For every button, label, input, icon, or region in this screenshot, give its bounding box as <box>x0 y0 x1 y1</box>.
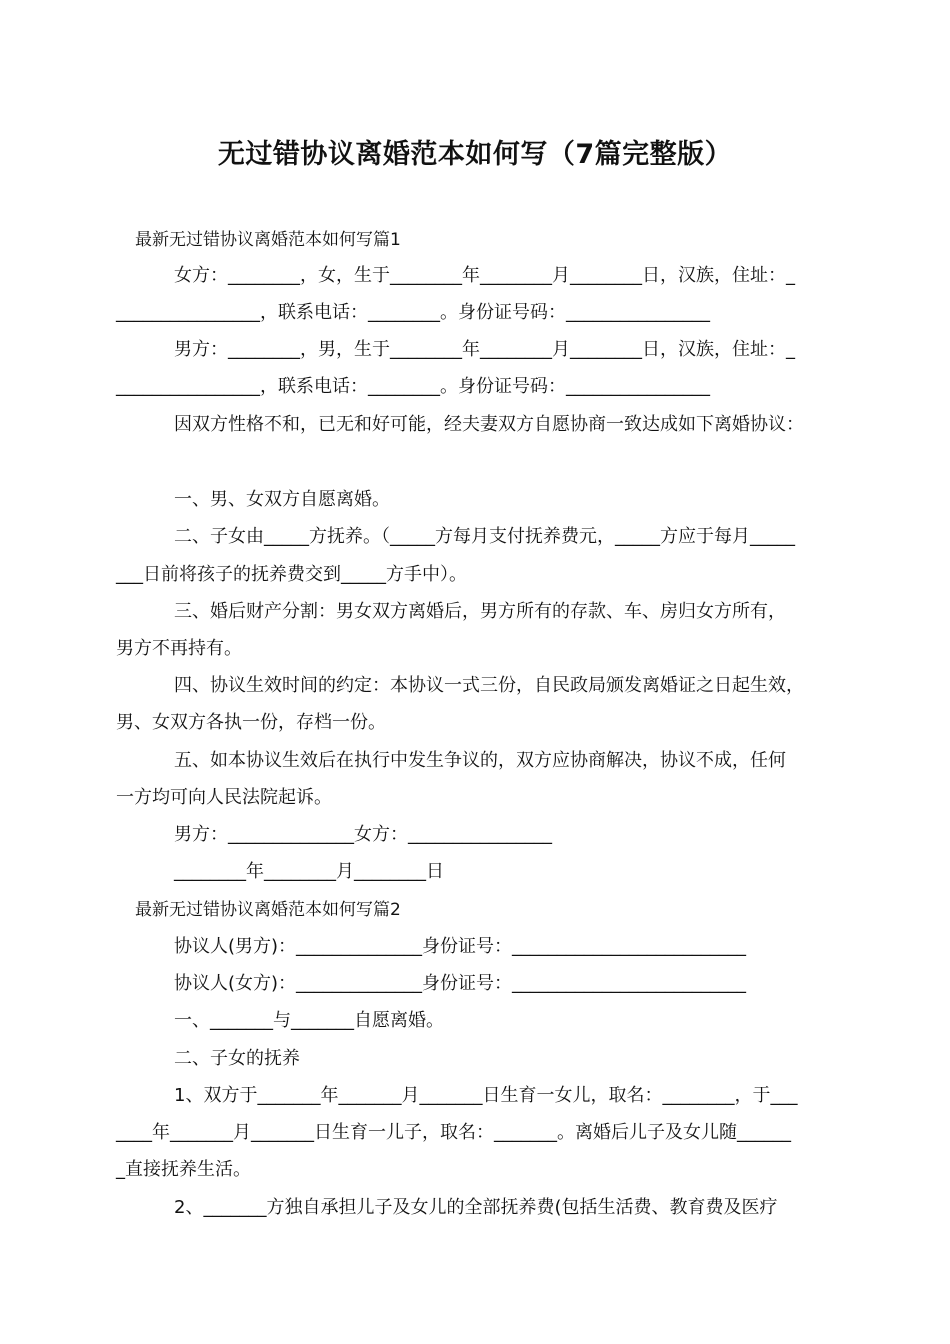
clause-2-line-2: ___日前将孩子的抚养费交到_____方手中）。 <box>116 564 467 585</box>
child-subclause-1-line-2: ____年_______月_______日生育一儿子，取名：_______。离婚后儿子及女儿随______ <box>116 1122 791 1143</box>
party-male-line: 协议人(男方)：______________身份证号：__________________________ <box>174 936 747 957</box>
section-2-clause-2: 二、子女的抚养 <box>174 1048 300 1069</box>
section-2-heading: 最新无过错协议离婚范本如何写篇2 <box>135 900 401 920</box>
clause-5-line-2: 一方均可向人民法院起诉。 <box>116 787 332 808</box>
document-title: 无过错协议离婚范本如何写（7篇完整版） <box>217 139 733 170</box>
child-subclause-1-line-1: 1、双方于_______年_______月_______日生育一女儿，取名：________，于___ <box>174 1085 798 1106</box>
clause-5-line-1: 五、如本协议生效后在执行中发生争议的，双方应协商解决，协议不成，任何 <box>174 750 786 771</box>
male-party-line-1: 男方：________，男，生于________年________月________日，汉族，住址：_ <box>174 339 795 360</box>
agreement-intro: 因双方性格不和，已无和好可能，经夫妻双方自愿协商一致达成如下离婚协议： <box>174 414 804 435</box>
female-party-line-1: 女方：________，女，生于________年________月________日，汉族，住址：_ <box>174 265 795 286</box>
male-party-line-2: ________________，联系电话：________。身份证号码：________________ <box>116 376 710 397</box>
clause-3-line-2: 男方不再持有。 <box>116 638 242 659</box>
signature-line: 男方：______________女方：________________ <box>174 824 552 845</box>
child-subclause-2-line-1: 2、_______方独自承担儿子及女儿的全部抚养费(包括生活费、教育费及医疗 <box>174 1197 778 1218</box>
child-subclause-1-line-3: _直接抚养生活。 <box>116 1159 251 1180</box>
clause-3-line-1: 三、婚后财产分割：男女双方离婚后，男方所有的存款、车、房归女方所有， <box>174 601 786 622</box>
party-female-line: 协议人(女方)：______________身份证号：__________________________ <box>174 973 747 994</box>
clause-4-line-1: 四、协议生效时间的约定：本协议一式三份，自民政局颁发离婚证之日起生效， <box>174 675 804 696</box>
section-1-heading: 最新无过错协议离婚范本如何写篇1 <box>135 230 401 250</box>
clause-2-line-1: 二、子女由_____方抚养。（_____方每月支付抚养费元，_____方应于每月_____ <box>174 526 795 547</box>
date-line: ________年________月________日 <box>174 861 444 882</box>
female-party-line-2: ________________，联系电话：________。身份证号码：________________ <box>116 302 710 323</box>
clause-1: 一、男、女双方自愿离婚。 <box>174 489 390 510</box>
section-2-clause-1: 一、_______与_______自愿离婚。 <box>174 1010 444 1031</box>
clause-4-line-2: 男、女双方各执一份，存档一份。 <box>116 712 386 733</box>
